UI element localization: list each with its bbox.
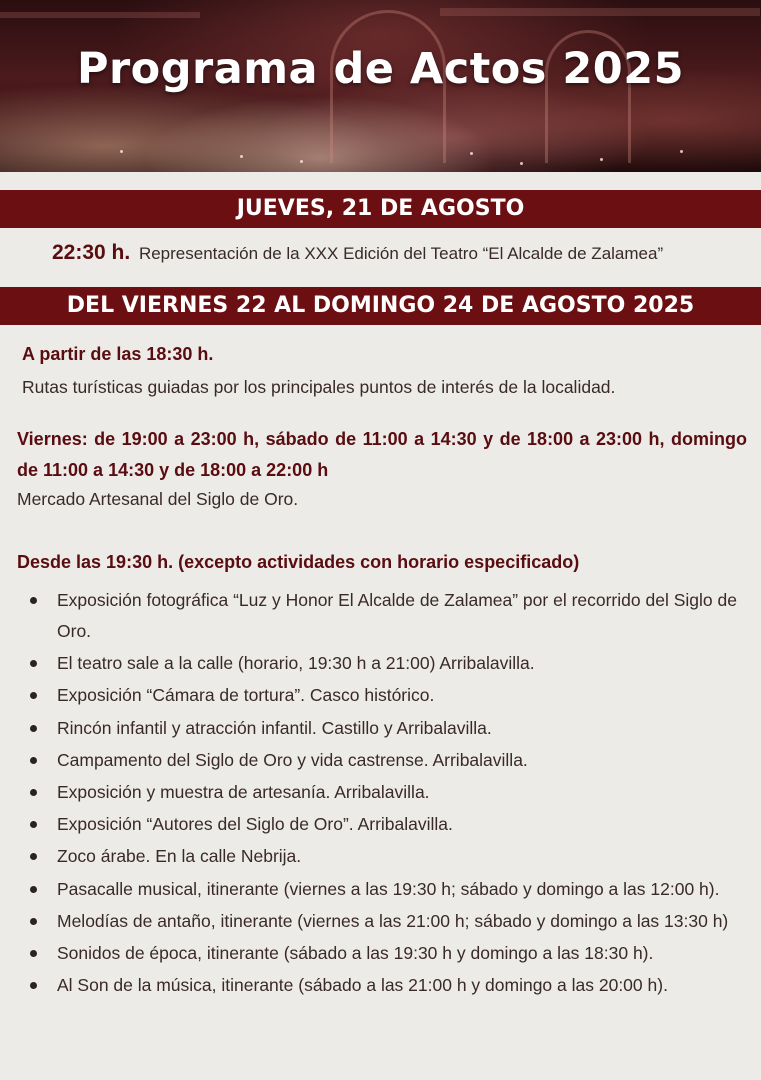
bullet-icon — [30, 660, 37, 667]
bullet-icon — [30, 597, 37, 604]
market-heading: Viernes: de 19:00 a 23:00 h, sábado de 11:00 a 14:30 y de 18:00 a 23:00 h, domingo de 11:00 a 14:30 y de 18:00 a 22:00 h — [17, 429, 747, 480]
list-item — [28, 874, 748, 905]
light-dot — [520, 162, 523, 165]
day1-text: Representación de la XXX Edición del Teatro “El Alcalde de Zalamea” — [138, 244, 664, 263]
day1-time: 22:30 h. — [52, 241, 131, 264]
list-item-text: Exposición y muestra de artesanía. Arribalavilla. — [57, 781, 430, 802]
light-dot — [120, 150, 123, 153]
day1-event — [52, 241, 663, 265]
bullet-icon — [30, 950, 37, 957]
activities-heading: Desde las 19:30 h. (excepto actividades con horario especificado) — [17, 552, 580, 572]
list-item — [28, 680, 748, 711]
list-item-text: Exposición fotográfica “Luz y Honor El Alcalde de Zalamea” por el recorrido del Siglo de Oro. — [57, 590, 737, 641]
bullet-icon — [30, 757, 37, 764]
list-item — [28, 841, 748, 872]
light-dot — [300, 160, 303, 163]
list-item-text: Exposición “Cámara de tortura”. Casco histórico. — [57, 685, 435, 706]
market-text: Mercado Artesanal del Siglo de Oro. — [17, 489, 299, 509]
list-item-text: Zoco árabe. En la calle Nebrija. — [57, 846, 302, 867]
bullet-icon — [30, 789, 37, 796]
list-item-text: Rincón infantil y atracción infantil. Castillo y Arribalavilla. — [57, 717, 492, 738]
list-item-text: Campamento del Siglo de Oro y vida castrense. Arribalavilla. — [57, 749, 528, 770]
list-item-text: Al Son de la música, itinerante (sábado a las 21:00 h y domingo a las 20:00 h). — [57, 975, 668, 996]
tours-heading: A partir de las 18:30 h. — [22, 344, 214, 364]
light-dot — [470, 152, 473, 155]
bullet-icon — [30, 982, 37, 989]
list-item-text: Melodías de antaño, itinerante (viernes a las 21:00 h; sábado y domingo a las 13:30 h) — [57, 910, 729, 931]
bullet-icon — [30, 725, 37, 732]
list-item — [28, 713, 748, 744]
list-item — [28, 970, 748, 1001]
light-dot — [240, 155, 243, 158]
list-item — [28, 938, 748, 969]
days2-heading: DEL VIERNES 22 AL DOMINGO 24 DE AGOSTO 2025 — [0, 287, 761, 325]
activities-list — [28, 585, 748, 1002]
list-item — [28, 809, 748, 840]
list-item — [28, 745, 748, 776]
list-item — [28, 585, 748, 647]
light-dot — [600, 158, 603, 161]
bullet-icon — [30, 692, 37, 699]
bullet-icon — [30, 918, 37, 925]
bullet-icon — [30, 886, 37, 893]
page-title: Programa de Actos 2025 — [76, 44, 685, 94]
day1-heading: JUEVES, 21 DE AGOSTO — [0, 190, 761, 228]
header-photo — [0, 0, 761, 172]
building-cornice — [440, 8, 760, 16]
list-item-text: Exposición “Autores del Siglo de Oro”. Arribalavilla. — [57, 814, 453, 835]
list-item-text: Pasacalle musical, itinerante (viernes a las 19:30 h; sábado y domingo a las 12:00 h). — [57, 878, 720, 899]
list-item — [28, 906, 748, 937]
tours-text: Rutas turísticas guiadas por los principales puntos de interés de la localidad. — [22, 377, 616, 397]
building-cornice — [0, 12, 200, 18]
list-item — [28, 648, 748, 679]
bullet-icon — [30, 821, 37, 828]
light-dot — [680, 150, 683, 153]
list-item — [28, 777, 748, 808]
list-item-text: Sonidos de época, itinerante (sábado a las 19:30 h y domingo a las 18:30 h). — [57, 942, 654, 963]
bullet-icon — [30, 853, 37, 860]
list-item-text: El teatro sale a la calle (horario, 19:30 h a 21:00) Arribalavilla. — [57, 653, 535, 674]
